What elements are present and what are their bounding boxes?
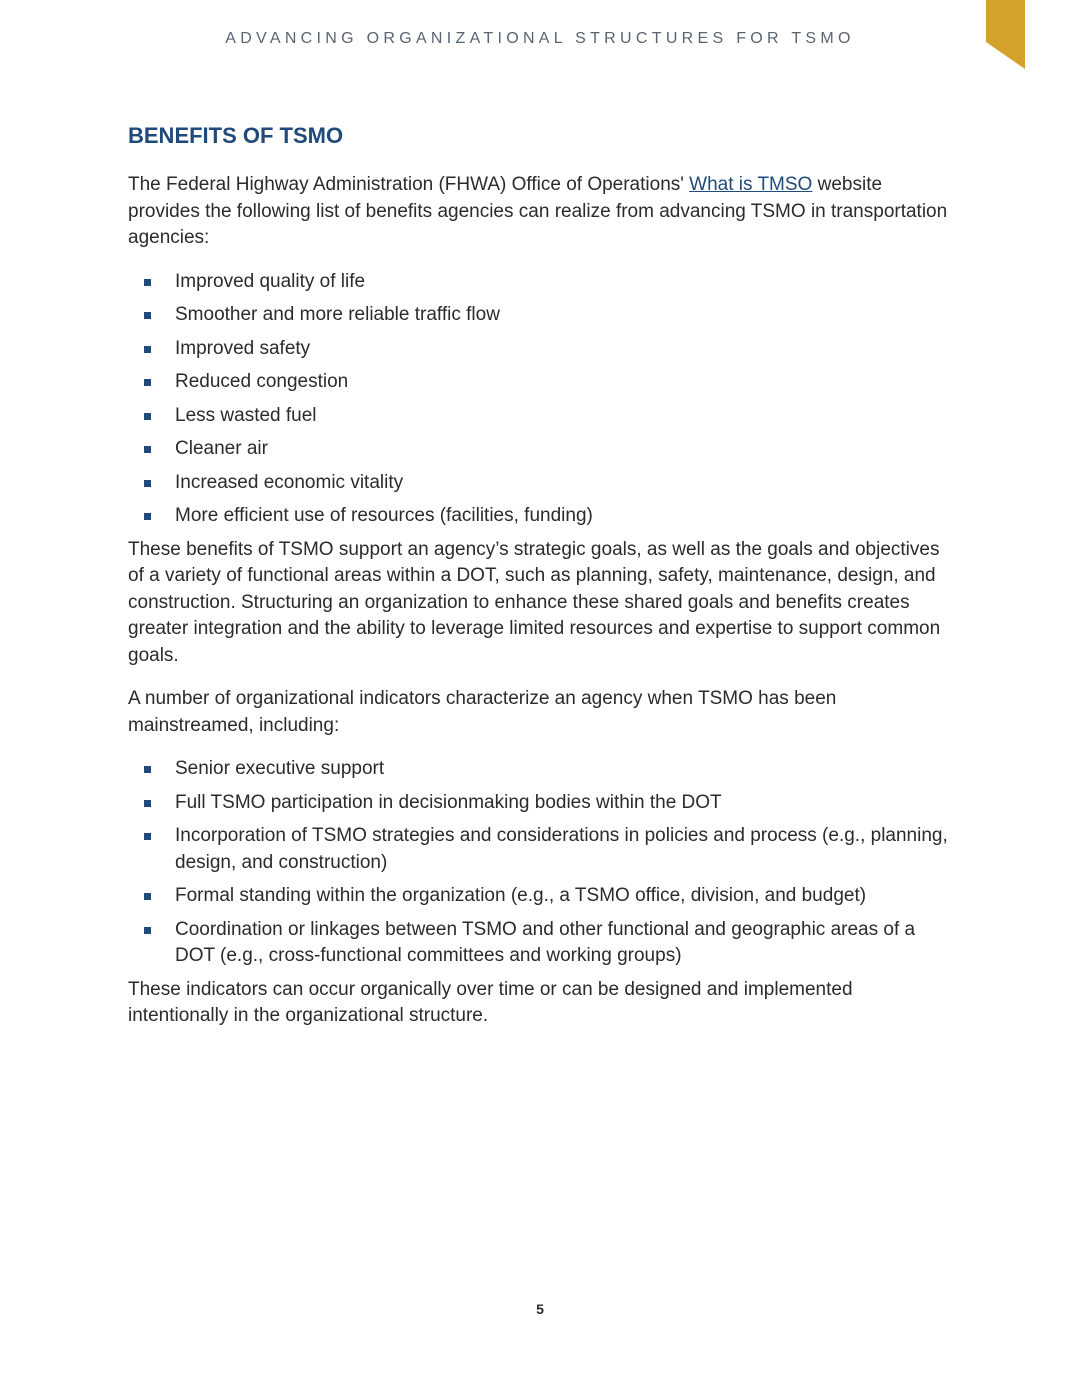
- benefit-text: Less wasted fuel: [175, 404, 317, 426]
- list-item: [128, 917, 958, 970]
- indicators-list: [128, 756, 958, 970]
- list-item: [128, 883, 958, 910]
- benefit-text: Cleaner air: [175, 438, 268, 459]
- benefit-text: Smoother and more reliable traffic flow: [175, 304, 500, 325]
- bullet-icon: [144, 893, 151, 900]
- indicator-text: Full TSMO participation in decisionmaking bodies within the DOT: [175, 791, 722, 813]
- bullet-icon: [144, 446, 151, 453]
- bullet-icon: [144, 480, 151, 487]
- intro-paragraph: [128, 172, 958, 252]
- intro-text-after-link: website provides the following list of benefits agencies can realize from advancing TSMO in transportation agencies:: [128, 174, 948, 248]
- indicator-text: Coordination or linkages between TSMO and other functional and geographic areas of a DOT (e.g., cross-functional committees and working groups): [175, 918, 916, 966]
- list-item: [128, 403, 958, 430]
- main-content: [128, 120, 958, 1030]
- list-item: [128, 436, 958, 463]
- list-item: [128, 503, 958, 530]
- bullet-icon: [144, 379, 151, 386]
- benefit-text: Improved safety: [175, 337, 311, 359]
- list-item: [128, 336, 958, 363]
- bullet-icon: [144, 413, 151, 420]
- page-number: 5: [536, 1301, 544, 1317]
- indicator-text: Formal standing within the organization (e.g., a TSMO office, division, and budget): [175, 885, 867, 906]
- ribbon-shape: [986, 0, 1025, 69]
- list-item: [128, 470, 958, 497]
- benefit-text: More efficient use of resources (facilities, funding): [175, 505, 593, 526]
- indicator-text: Senior executive support: [175, 758, 385, 779]
- what-is-tsmo-link[interactable]: What is TMSO: [689, 174, 813, 195]
- list-item: [128, 756, 958, 783]
- benefit-text: Increased economic vitality: [175, 471, 404, 493]
- benefits-list: [128, 269, 958, 530]
- bullet-icon: [144, 927, 151, 934]
- bookmark-ribbon: [986, 0, 1025, 69]
- running-header: ADVANCING ORGANIZATIONAL STRUCTURES FOR TSMO: [225, 30, 855, 47]
- list-item: [128, 790, 958, 817]
- bullet-icon: [144, 279, 151, 286]
- bullet-icon: [144, 833, 151, 840]
- list-item: [128, 269, 958, 296]
- indicators-intro-paragraph: A number of organizational indicators characterize an agency when TSMO has been mainstreamed, including:: [128, 688, 837, 736]
- benefit-text: Improved quality of life: [175, 270, 366, 292]
- bullet-icon: [144, 312, 151, 319]
- list-item: [128, 302, 958, 329]
- bullet-icon: [144, 513, 151, 520]
- indicator-text: Incorporation of TSMO strategies and considerations in policies and process (e.g., planning, design, and construction): [175, 825, 948, 873]
- section-title: BENEFITS OF TSMO: [128, 123, 344, 148]
- bullet-icon: [144, 800, 151, 807]
- bullet-icon: [144, 766, 151, 773]
- list-item: [128, 369, 958, 396]
- intro-text-before-link: The Federal Highway Administration (FHWA) Office of Operations': [128, 174, 690, 195]
- benefits-support-paragraph: These benefits of TSMO support an agency’s strategic goals, as well as the goals and objectives of a variety of functional areas within a DOT, such as planning, safety, maintenance, design, and construction. Structuring an organization to enhance these shared goals and benefits creates greater integration and the ability to leverage limited resources and expertise to support common goals.: [128, 538, 941, 666]
- closing-paragraph: These indicators can occur organically over time or can be designed and implemented intentionally in the organizational structure.: [128, 978, 853, 1026]
- bullet-icon: [144, 346, 151, 353]
- benefit-text: Reduced congestion: [175, 371, 349, 392]
- list-item: [128, 823, 958, 876]
